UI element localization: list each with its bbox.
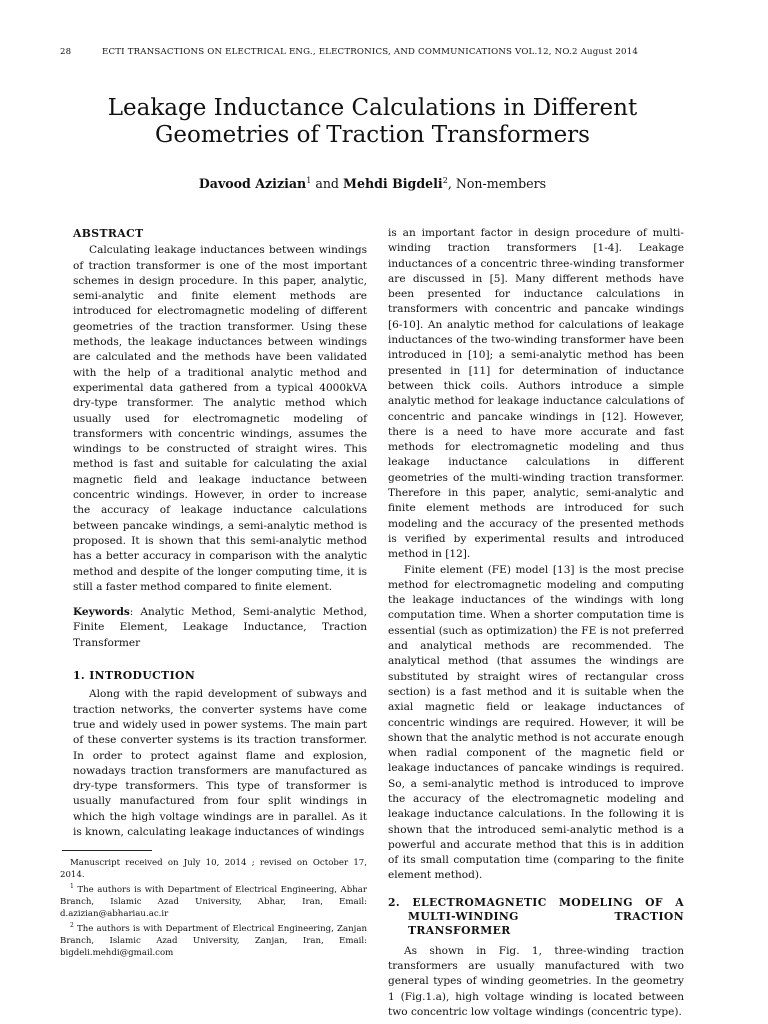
introduction-heading: 1. INTRODUCTION [73,669,196,683]
left-column [73,226,367,840]
right-column [388,226,684,1020]
author-conjunction: and [311,176,343,192]
journal-name: ECTI TRANSACTIONS ON ELECTRICAL ENG., ELECTRONICS, AND COMMUNICATIONS VOL.12, NO.2 August 2014 [102,47,639,57]
abstract-heading: ABSTRACT [73,227,144,240]
footnote-2-text: The authors is with Department of Electrical Engineering, Zanjan Branch, Islamic Azad University, Zanjan, Iran, Email: bigdeli.mehdi@gmail.com [60,923,367,958]
author-1: Davood Azizian [198,176,307,192]
keywords [73,605,367,651]
author-2-mark: 2 [442,176,448,185]
keywords-label: Keywords [73,606,130,619]
footnote-rule [62,850,152,851]
footnote-2 [60,920,367,959]
section-2-paragraph-1: As shown in Fig. 1, three-winding traction transformers are usually manufactured with two general types of winding geometries. In the geometry 1 (Fig.1.a), high voltage winding is located between two concentric low voltage windings (concentric type). [388,944,684,1018]
keywords-text: : Analytic Method, Semi-analytic Method, Finite Element, Leakage Inductance, Traction Transformer [73,606,367,649]
paper-title [60,95,685,149]
introduction-paragraph-2: Finite element (FE) model [13] is the most precise method for electromagnetic modeling and computing the leakage inductances of the windings with long computation time. When a shorter computation time is essential (such as optimization) the FE is not preferred and analytical methods are recommended. The analytical method (that assumes the windings are substituted by straight wires of rectangular cross section) is a fast method and it is suitable when the axial magnetic field or leakage inductances of concentric windings are required. However, it will be shown that the analytic method is not accurate enough when radial component of the magnetic field or leakage inductances of pancake windings is required. So, a semi-analytic method is introduced to improve the accuracy of the electromagnetic modeling and leakage inductance calculations. In the following it is shown that the introduced semi-analytic method is a powerful and accurate method that this is in addition of its small computation time (comparing to the finite element method). [388,563,684,882]
title-line-2: Geometries of Traction Transformers [155,122,590,148]
footnote-1 [60,881,367,920]
introduction-paragraph-1-continued: is an important factor in design procedure of multi-winding traction transformers [1-4]. Leakage inductances of a concentric three-winding transformer are discussed in [5]. Many different methods have been presented for inductance calculations in transformers with concentric and pancake windings [6-10]. An analytic method for calculations of leakage inductances of the two-winding transformer have been introduced in [10]; a semi-analytic method has been presented in [11] for determination of inductance between thick coils. Authors introduce a simple analytic method for leakage inductance calculations of concentric and pancake windings in [12]. However, there is a need to have more accurate and fast methods for electromagnetic modeling and thus leakage inductance calculations in different geometries of the multi-winding traction transformer. Therefore in this paper, analytic, semi-analytic and finite element methods are introduced for such modeling and the accuracy of the presented methods is verified by experimental results and introduced method in [12]. [388,227,684,561]
footnote-1-mark: 1 [70,883,74,890]
footnote-2-mark: 2 [70,921,74,929]
footnote-1-text: The authors is with Department of Electrical Engineering, Abhar Branch, Islamic Azad University, Abhar, Iran, Email: d.azizian@abhariau.ac.ir [60,884,367,919]
abstract-text: Calculating leakage inductances between windings of traction transformer is one of the most important schemes in design procedure. In this paper, analytic, semi-analytic and finite element methods are introduced for electromagnetic modeling of different geometries of the traction transformer. Using these methods, the leakage inductances between windings are calculated and the methods have been validated with the help of a traditional analytic method and experimental data gathered from a typical 4000kVA dry-type transformer. The analytic method which usually used for electromagnetic modeling of transformers with concentric windings, assumes the windings to be constructed of straight wires. This method is fast and suitable for calculating the axial magnetic field and leakage inductance between concentric windings. However, in order to increase the accuracy of leakage inductance calculations between pancake windings, a semi-analytic method is proposed. It is shown that this semi-analytic method has a better accuracy in comparison with the analytic method and despite of the longer computing time, it is still a faster method compared to finite element. [73,244,367,593]
section-2-heading: 2. ELECTROMAGNETIC MODELING OF A MULTI-WINDING TRACTION TRANSFORMER [388,895,684,937]
introduction-paragraph-1: Along with the rapid development of subways and traction networks, the converter systems have come true and widely used in power systems. The main part of these converter systems is its traction transformer. In order to protect against flame and explosion, nowadays traction transformers are manufactured as dry-type transformers. This type of transformer is usually manufactured from four split windings in which the high voltage windings are in parallel. As it is known, calculating leakage inductances of windings [73,688,367,838]
author-1-mark: 1 [306,176,312,185]
title-line-1: Leakage Inductance Calculations in Different [107,95,638,121]
page-number: 28 [60,47,72,57]
author-2: Mehdi Bigdeli [343,176,443,192]
running-header [60,47,685,57]
author-line [60,176,685,191]
footnote-received: Manuscript received on July 10, 2014 ; revised on October 17, 2014. [60,858,367,880]
author-membership: , Non-members [447,176,547,192]
footnotes [60,850,367,959]
